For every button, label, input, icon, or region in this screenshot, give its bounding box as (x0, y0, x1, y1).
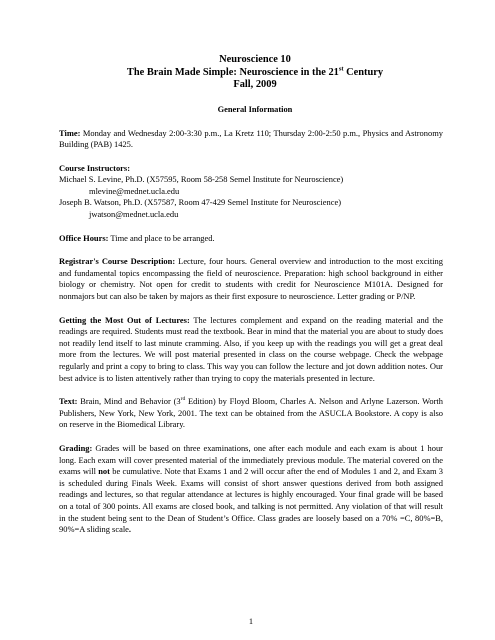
registrar-text: Lecture, four hours. General overview and introduction to the most exciting and fundamental topics encompassing the field of neuroscience. Preparation: high school background in either biology or chemistry. Not open for credit to students with credit for Neuroscience M101A. Designed for nonmajors but can also be taken by majors as their first exposure to neuroscience. Letter grading or P/NP. (59, 256, 443, 302)
page-number: 1 (248, 617, 254, 626)
lectures-section (59, 315, 443, 385)
text-text-continued: Edition) by Floyd Bloom, Charles A. Nelson and Arlyne Lazerson. Worth Publishers, New York, New York, 2001. The text can be obtained from the ASUCLA Bookstore. A copy is also on reserve in the Biomedical Library. (59, 396, 443, 430)
registrar-label: Registrar's Course Description: (59, 256, 176, 267)
time-text: Monday and Wednesday 2:00-3:30 p.m., La Kretz 110; Thursday 2:00-2:50 p.m., Physics and Astronomy Building (PAB) 1425. (59, 127, 443, 150)
lectures-label: Getting the Most Out of Lectures: (59, 314, 190, 325)
instructor-name: Michael S. Levine, Ph.D. (X57595, Room 58-258 Semel Institute for Neuroscience) (59, 174, 344, 185)
office-hours-section (59, 233, 443, 245)
grading-section (59, 443, 443, 536)
text-text: Brain, Mind and Behavior (3 (77, 396, 181, 407)
text-section (59, 396, 443, 431)
instructors-section (59, 163, 443, 221)
grading-text-continued: be cumulative. Note that Exams 1 and 2 will occur after the end of Modules 1 and 2, and Exam 3 is scheduled during Finals Week. Exams will consist of short answer questions derived from both assigned readings and lectures, so that regular attendance at lectures is highly encouraged. Your final grade will be based on a total of 300 points. All exams are closed book, and talking is not permitted. Any violation of that will result in the student being sent to the Dean of Student’s Office. Class grades are loosely based on a 70% =C, 80%=B, 90%=A sliding scale (59, 466, 443, 535)
course-number: Neuroscience 10 (219, 54, 291, 65)
grading-emphasis: not (98, 466, 110, 477)
course-title-superscript: st (338, 65, 344, 73)
course-title-suffix: Century (343, 66, 384, 78)
course-title (67, 67, 443, 80)
edition-superscript: rd (180, 396, 186, 403)
general-info-heading: General Information (217, 104, 293, 114)
document-title (67, 54, 443, 92)
instructor-email[interactable]: jwatson@mednet.ucla.edu (89, 209, 179, 220)
instructor-name: Joseph B. Watson, Ph.D. (X57587, Room 47-429 Semel Institute for Neuroscience) (59, 197, 342, 208)
instructors-label: Course Instructors: (59, 162, 131, 173)
term: Fall, 2009 (233, 79, 277, 90)
office-hours-label: Office Hours: (59, 232, 109, 243)
grading-final-period: . (128, 524, 132, 535)
instructor-email[interactable]: mlevine@mednet.ucla.edu (89, 185, 180, 196)
course-title-text: The Brain Made Simple: Neuroscience in the 21 (126, 66, 339, 78)
text-label: Text: (59, 396, 78, 407)
office-hours-text: Time and place to be arranged. (108, 232, 215, 243)
grading-text: Grades will be based on three examinations, one after each module and each exam is about 1 hour long. Each exam will cover presented material of the immediately previous module. The material covered on the exams will (59, 442, 443, 477)
registrar-description-section (59, 256, 443, 302)
time-label: Time: (59, 127, 81, 138)
lectures-text: The lectures complement and expand on the reading material and the readings are required. Students must read the textbook. Bear in mind that the material you are about to study does not readily lend itself to last minute cramming. Also, if you keep up with the readings you will get a great deal more from the lectures. We will post material presented in class on the course webpage. Check the webpage regularly and print a copy to bring to class. This way you can follow the lecture and jot down addition notes. Our best advice is to listen attentively rather than trying to copy the materials presented in lecture. (59, 314, 443, 383)
time-section (59, 128, 443, 151)
grading-label: Grading: (59, 442, 93, 453)
